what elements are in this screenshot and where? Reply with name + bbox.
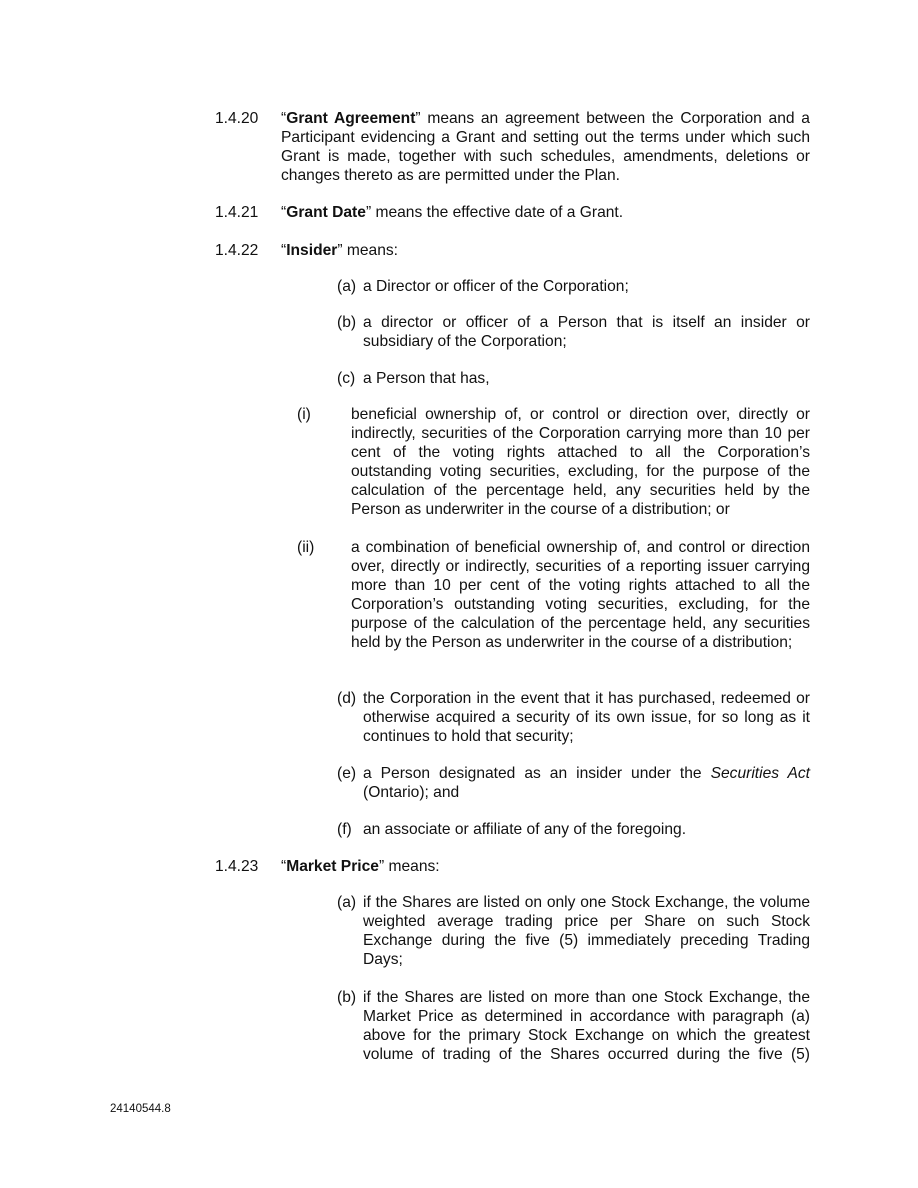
- item-text: a Person that has,: [363, 370, 490, 387]
- list-item: [337, 988, 810, 1064]
- section-number: 1.4.23: [215, 858, 259, 875]
- item-text: a director or officer of a Person that is itself an insider or subsidiary of the Corporation;: [363, 314, 810, 350]
- document-id: 24140544.8: [110, 1103, 171, 1115]
- definition-insider: [281, 241, 810, 260]
- defined-term: Insider: [286, 242, 338, 259]
- list-item: [337, 893, 810, 969]
- quote: “: [281, 242, 287, 259]
- definition-text: means:: [384, 858, 440, 875]
- quote: ”: [415, 110, 421, 127]
- quote: “: [281, 858, 287, 875]
- item-label: (a): [337, 278, 357, 295]
- item-text: an associate or affiliate of any of the foregoing.: [363, 821, 687, 838]
- item-text: if the Shares are listed on more than one Stock Exchange, the Market Price as determined in accordance with paragraph (a) above for the primary Stock Exchange on which the greatest volume of trading of the Shares occurred during the five (5): [363, 989, 810, 1063]
- definition-text: means:: [342, 242, 399, 259]
- item-text-part: a Person designated as an insider under the: [363, 765, 711, 782]
- item-text: if the Shares are listed on only one Stock Exchange, the volume weighted average trading price per Share on such Stock Exchange during the five (5) immediately preceding Trading Days;: [363, 894, 810, 968]
- item-label: (b): [337, 989, 357, 1006]
- roman-label: (i): [297, 406, 311, 423]
- quote: “: [281, 204, 287, 221]
- definition-grant-date: [281, 203, 810, 222]
- list-item: [337, 277, 810, 296]
- list-item: [337, 820, 810, 839]
- section-number: 1.4.22: [215, 242, 259, 259]
- item-text: a Director or officer of the Corporation;: [363, 278, 629, 295]
- list-item: [337, 764, 810, 802]
- definition-grant-agreement: [281, 109, 810, 185]
- item-text: [363, 764, 810, 802]
- item-label: (f): [337, 821, 352, 838]
- roman-item-text: a combination of beneficial ownership of, and control or direction over, directly or indirectly, securities of a reporting issuer carrying more than 10 per cent of the voting rights attached to all the Corporation’s outstanding voting securities, excluding, for the purpose of the calculation of the percentage held, any securities held by the Person as underwriter in the course of a distribution;: [351, 539, 810, 651]
- item-label: (a): [337, 894, 357, 911]
- item-text-part: (Ontario); and: [363, 784, 460, 801]
- quote: “: [281, 110, 287, 127]
- section-number: 1.4.20: [215, 110, 259, 127]
- list-item: [337, 313, 810, 351]
- item-label: (c): [337, 370, 356, 387]
- list-item: [337, 689, 810, 746]
- item-text: the Corporation in the event that it has purchased, redeemed or otherwise acquired a security of its own issue, for so long as it continues to hold that security;: [363, 690, 810, 745]
- item-label: (d): [337, 690, 357, 707]
- defined-term: Market Price: [286, 858, 379, 875]
- roman-label: (ii): [297, 539, 315, 556]
- section-number: 1.4.21: [215, 204, 259, 221]
- item-label: (e): [337, 765, 357, 782]
- defined-term: Grant Date: [286, 204, 366, 221]
- quote: ”: [378, 858, 385, 875]
- roman-item-text: beneficial ownership of, or control or direction over, directly or indirectly, securities of the Corporation carrying more than 10 per cent of the voting rights attached to all the Corporation’s outstanding voting securities, excluding, for the purpose of the calculation of the percentage held, any securities held by the Person as underwriter in the course of a distribution; or: [351, 406, 810, 518]
- defined-term: Grant Agreement: [286, 110, 416, 127]
- definition-text: means an agreement between the Corporation and a Participant evidencing a Grant and setting out the terms under which such Grant is made, together with such schedules, amendments, deletions or changes thereto as are permitted under the Plan.: [281, 110, 810, 184]
- item-label: (b): [337, 314, 357, 331]
- definition-market-price: [281, 857, 810, 876]
- statute-name: Securities Act: [710, 765, 810, 782]
- quote: ”: [337, 242, 343, 259]
- list-item: [337, 369, 810, 388]
- definition-text: means the effective date of a Grant.: [371, 204, 624, 221]
- quote: ”: [365, 204, 372, 221]
